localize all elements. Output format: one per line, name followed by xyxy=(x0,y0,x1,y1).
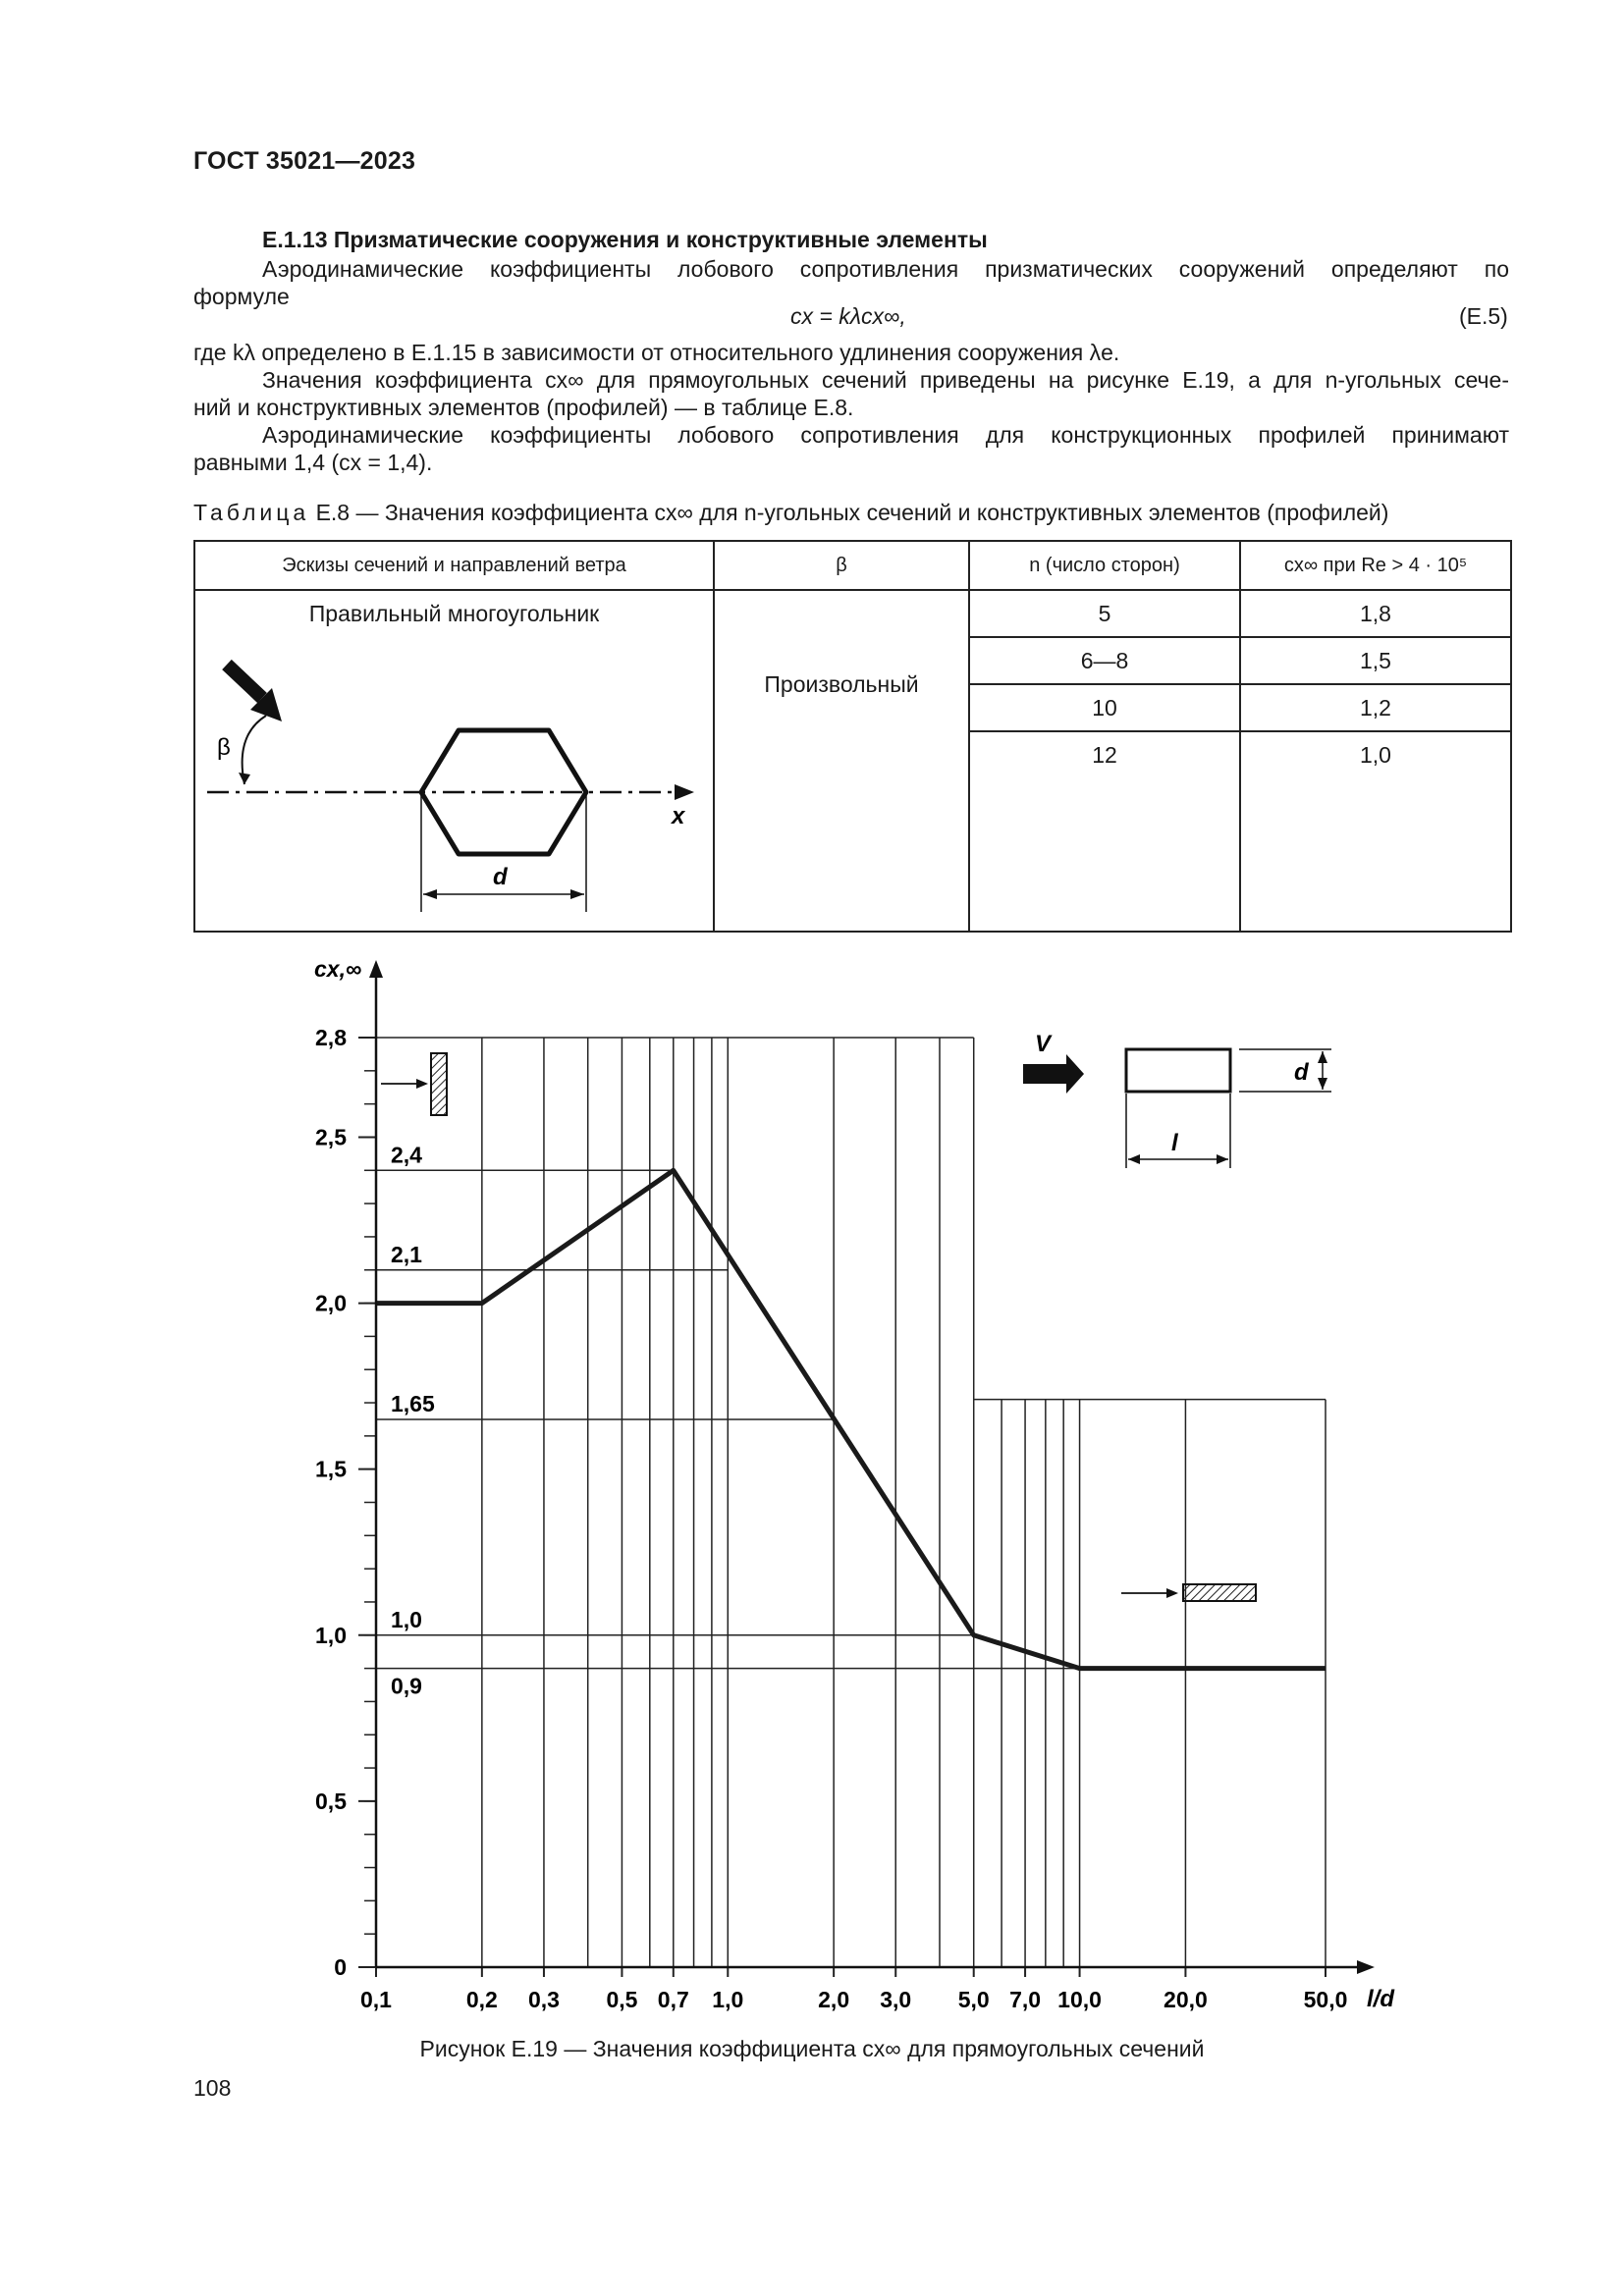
beta-value-cell: Произвольный xyxy=(714,590,969,932)
dimension-legend xyxy=(1023,1031,1331,1168)
x-tick-label: 20,0 xyxy=(1164,1987,1208,2012)
x-tick-label: 0,5 xyxy=(606,1987,638,2012)
row-n-value: 5 xyxy=(969,590,1240,637)
sketch-d-label: d xyxy=(493,864,508,890)
x-axis-label: l/d xyxy=(1367,1986,1394,2012)
x-tick-label: 3,0 xyxy=(880,1987,912,2012)
table-header-c: cx∞ при Re > 4 · 10⁵ xyxy=(1240,541,1511,590)
page-number: 108 xyxy=(193,2075,232,2101)
paragraph-2: где kλ определено в Е.1.15 в зависимости от относительного удлинения сооружения λe. xyxy=(193,340,1120,365)
hatched-flat-section-icon xyxy=(1183,1584,1256,1601)
x-tick-label: 5,0 xyxy=(957,1987,990,2012)
paragraph-4-line-2: равными 1,4 (cx = 1,4). xyxy=(193,450,433,475)
formula: cx = kλcx∞, xyxy=(790,303,906,329)
x-tick-label: 0,1 xyxy=(360,1987,392,2012)
y-tick-label: 2,8 xyxy=(315,1025,347,1050)
paragraph-3-line-1: Значения коэффициента cx∞ для прямоугольных сечений приведены на рисунке Е.19, а для n-угольных сече- xyxy=(262,367,1509,393)
annotation-label: 2,4 xyxy=(391,1142,422,1168)
paragraph-1-line-2: формуле xyxy=(193,284,290,309)
wind-arrow-icon xyxy=(1023,1054,1084,1094)
legend-d-label: d xyxy=(1294,1059,1309,1086)
x-axis-arrow-icon xyxy=(1357,1960,1375,1974)
table-caption-label: Таблица xyxy=(193,500,310,525)
table-header-beta: β xyxy=(714,541,969,590)
tall-section-legend xyxy=(381,1053,447,1115)
y-tick-label: 1,0 xyxy=(315,1622,347,1648)
y-tick-label: 1,5 xyxy=(315,1456,347,1482)
x-tick-label: 50,0 xyxy=(1303,1987,1348,2012)
sketch-x-label: x xyxy=(672,803,685,829)
paragraph-3-line-2: ний и конструктивных элементов (профилей) — в таблице Е.8. xyxy=(193,395,854,420)
arrow-right-icon xyxy=(1166,1588,1178,1598)
legend-v-label: V xyxy=(1035,1031,1052,1057)
row-c-value: 1,5 xyxy=(1240,637,1511,684)
arrow-right-icon xyxy=(416,1079,428,1089)
y-tick-label: 2,5 xyxy=(315,1124,347,1150)
sketch-title: Правильный многоугольник xyxy=(308,601,600,626)
formula-number: (Е.5) xyxy=(1459,303,1508,329)
table-caption-text: Е.8 — Значения коэффициента cx∞ для n-угольных сечений и конструктивных элементов (профилей) xyxy=(315,500,1389,525)
flat-section-legend xyxy=(1121,1584,1256,1601)
y-tick-label: 2,0 xyxy=(315,1290,347,1316)
x-tick-label: 7,0 xyxy=(1009,1987,1042,2012)
row-c-value: 1,0 xyxy=(1240,731,1511,932)
sketch-beta-label: β xyxy=(217,734,231,761)
x-tick-label: 0,2 xyxy=(465,1987,498,2012)
figure-caption: Рисунок Е.19 — Значения коэффициента cx∞ для прямоугольных сечений xyxy=(419,2036,1205,2061)
legend-l-label: l xyxy=(1171,1130,1178,1156)
annotation-label: 1,65 xyxy=(391,1390,435,1416)
row-n-value: 10 xyxy=(969,684,1240,731)
y-axis-arrow-icon xyxy=(369,960,383,978)
row-n-value: 12 xyxy=(969,731,1240,932)
y-tick-label: 0 xyxy=(334,1954,347,1980)
x-tick-label: 10,0 xyxy=(1057,1987,1102,2012)
row-c-value: 1,8 xyxy=(1240,590,1511,637)
paragraph-4-line-1: Аэродинамические коэффициенты лобового сопротивления для конструкционных профилей принимают xyxy=(262,422,1509,448)
row-n-value: 6—8 xyxy=(969,637,1240,684)
annotation-label: 0,9 xyxy=(391,1673,422,1699)
section-title: Е.1.13 Призматические сооружения и конструктивные элементы xyxy=(262,227,988,252)
x-tick-label: 2,0 xyxy=(818,1987,850,2012)
annotation-label: 1,0 xyxy=(391,1606,422,1632)
y-tick-label: 0,5 xyxy=(315,1788,347,1814)
paragraph-1-line-1: Аэродинамические коэффициенты лобового сопротивления призматических сооружений определяют по xyxy=(262,256,1509,282)
x-tick-label: 0,3 xyxy=(527,1987,560,2012)
document-header: ГОСТ 35021—2023 xyxy=(193,147,416,175)
annotation-label: 2,1 xyxy=(391,1241,422,1267)
rect-section-icon xyxy=(1126,1049,1230,1092)
x-tick-label: 1,0 xyxy=(712,1987,744,2012)
y-axis-label: cx,∞ xyxy=(314,956,362,982)
x-tick-label: 0,7 xyxy=(657,1987,689,2012)
table-header-sketch: Эскизы сечений и направлений ветра xyxy=(194,541,714,590)
row-c-value: 1,2 xyxy=(1240,684,1511,731)
hatched-tall-section-icon xyxy=(431,1053,447,1115)
table-header-n: n (число сторон) xyxy=(969,541,1240,590)
